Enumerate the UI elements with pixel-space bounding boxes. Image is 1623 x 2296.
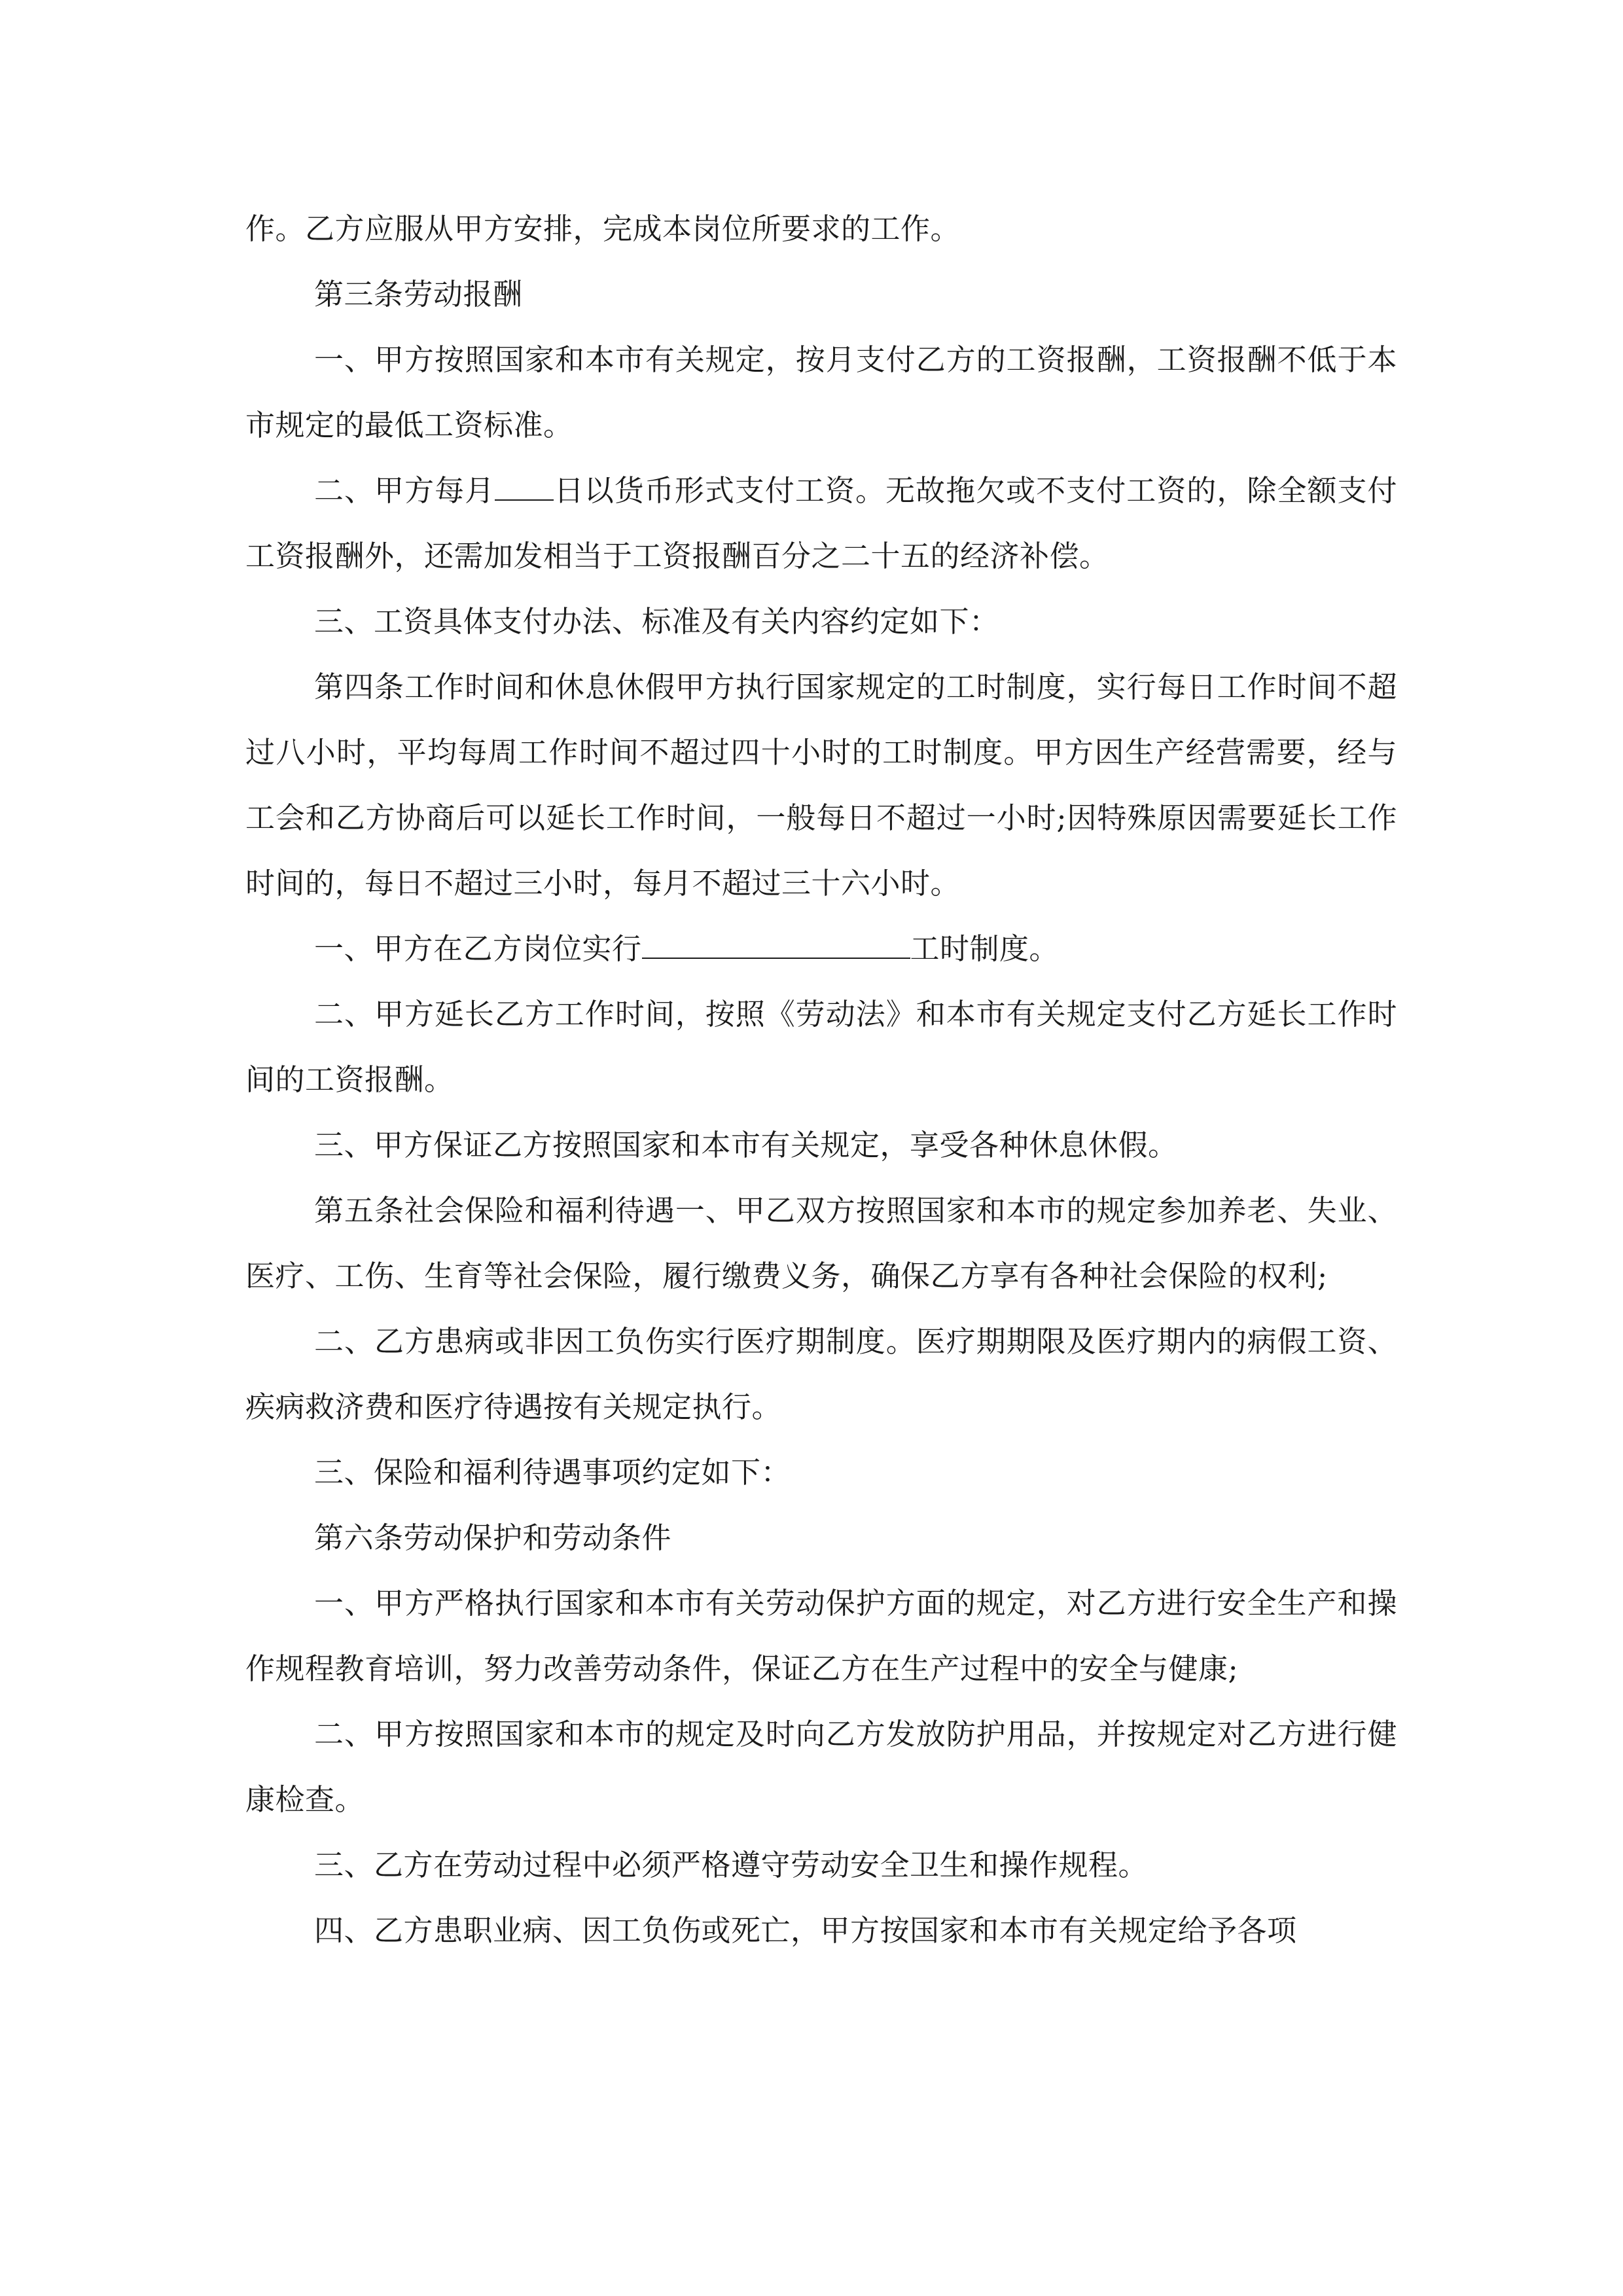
paragraph-overtime-pay: 二、甲方延长乙方工作时间，按照《劳动法》和本市有关规定支付乙方延长工作时间的工资报酬。 xyxy=(245,997,1397,1097)
pay-day-text-after: 日以货币形式支付工资。无故拖欠或不支付工资的，除全额支付工资报酬外，还需加发相当于工资报酬百分之二十五的经济补偿。 xyxy=(245,473,1397,573)
paragraph-protective-equipment: 二、甲方按照国家和本市的规定及时向乙方发放防护用品，并按规定对乙方进行健康检查。 xyxy=(245,1717,1397,1817)
paragraph-pay-method: 三、工资具体支付办法、标准及有关内容约定如下： xyxy=(314,604,999,639)
paragraph-wage-standard: 一、甲方按照国家和本市有关规定，按月支付乙方的工资报酬，工资报酬不低于本市规定的最低工资标准。 xyxy=(245,342,1397,442)
hours-system-text-after: 工时制度。 xyxy=(910,931,1060,966)
paragraph-pay-day xyxy=(245,458,1397,589)
hours-system-blank xyxy=(642,933,910,959)
document-body xyxy=(245,196,1397,1964)
article-5-paragraph: 第五条社会保险和福利待遇一、甲乙双方按照国家和本市的规定参加养老、失业、医疗、工伤、生育等社会保险，履行缴费义务，确保乙方享有各种社会保险的权利; xyxy=(245,1193,1397,1293)
article-6-heading: 第六条劳动保护和劳动条件 xyxy=(314,1520,672,1555)
pay-day-blank xyxy=(495,475,554,501)
paragraph-safety-compliance: 三、乙方在劳动过程中必须严格遵守劳动安全卫生和操作规程。 xyxy=(314,1848,1149,1882)
article-4-paragraph: 第四条工作时间和休息休假甲方执行国家规定的工时制度，实行每日工作时间不超过八小时，平均每周工作时间不超过四十小时的工时制度。甲方因生产经营需要，经与工会和乙方协商后可以延长工作时间，一般每日不超过一小时;因特殊原因需要延长工作时间的，每日不超过三小时，每月不超过三十六小时。 xyxy=(245,670,1397,901)
paragraph-safety-training: 一、甲方严格执行国家和本市有关劳动保护方面的规定，对乙方进行安全生产和操作规程教育培训，努力改善劳动条件，保证乙方在生产过程中的安全与健康; xyxy=(245,1586,1397,1686)
paragraph-medical-period: 二、乙方患病或非因工负伤实行医疗期制度。医疗期期限及医疗期内的病假工资、疾病救济费和医疗待遇按有关规定执行。 xyxy=(245,1324,1397,1424)
paragraph-insurance-agreement: 三、保险和福利待遇事项约定如下： xyxy=(314,1455,791,1490)
pay-day-text-before: 二、甲方每月 xyxy=(314,473,495,508)
article-3-heading: 第三条劳动报酬 xyxy=(314,277,523,312)
paragraph-occupational-injury: 四、乙方患职业病、因工负伤或死亡，甲方按国家和本市有关规定给予各项 xyxy=(314,1913,1297,1948)
paragraph-continuation: 作。乙方应服从甲方安排，完成本岗位所要求的工作。 xyxy=(245,211,961,246)
paragraph-working-hours-system xyxy=(245,916,1397,982)
paragraph-rest-leave: 三、甲方保证乙方按照国家和本市有关规定，享受各种休息休假。 xyxy=(314,1128,1178,1162)
hours-system-text-before: 一、甲方在乙方岗位实行 xyxy=(314,931,642,966)
